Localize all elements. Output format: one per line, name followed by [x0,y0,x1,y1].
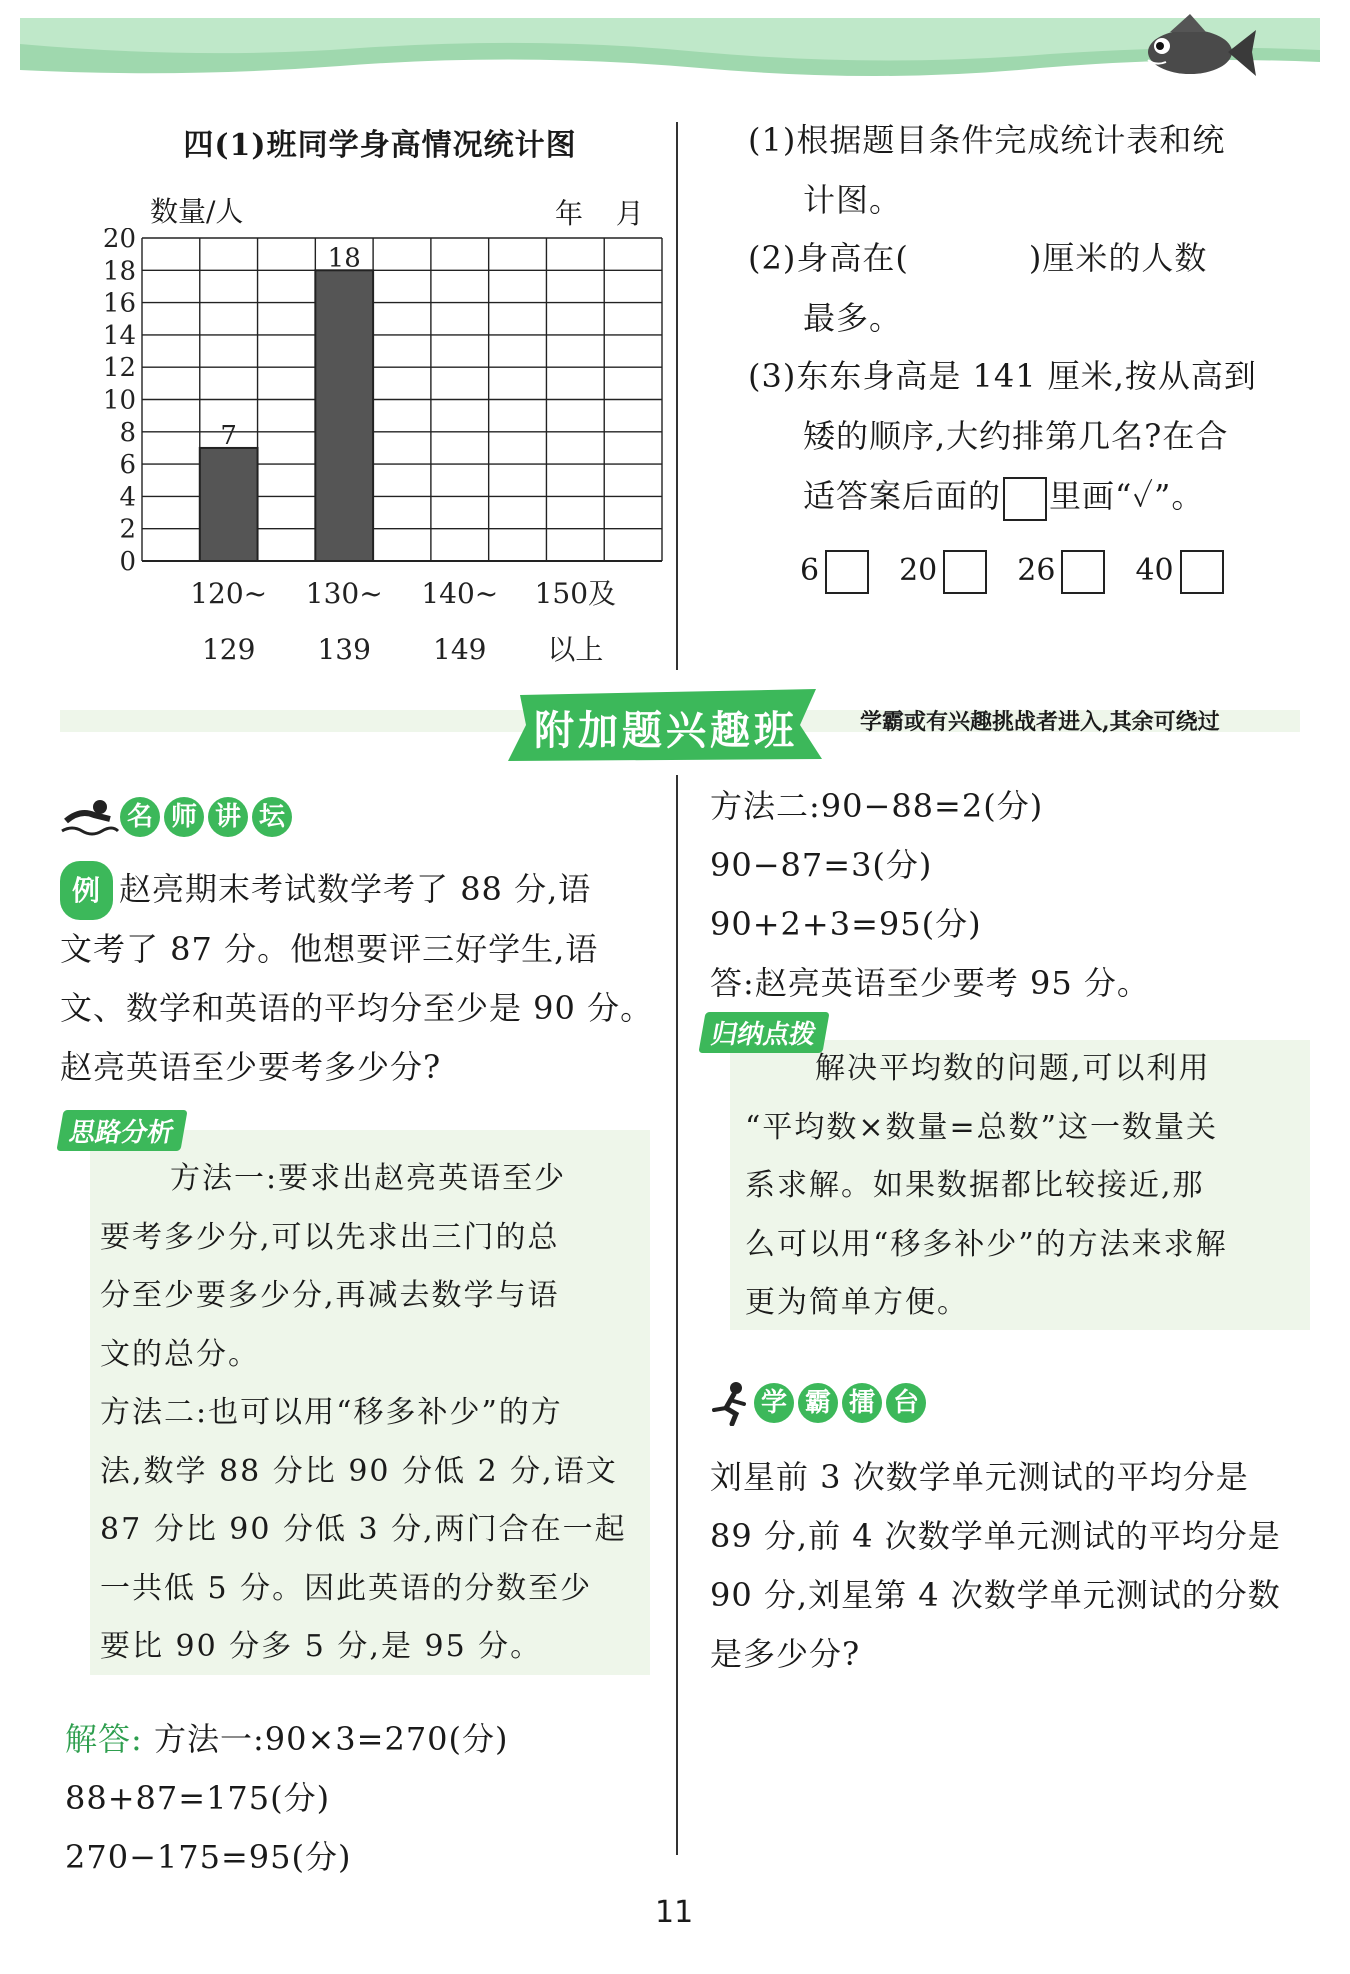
solution-line-3: 270−175=95(分) [65,1838,352,1876]
swimmer-icon [60,797,120,837]
option-6-label: 6 [800,553,820,588]
y-tick-label: 10 [102,385,136,416]
teacher-forum-header [60,797,296,837]
forum-title-char-1: 名 [120,797,160,837]
question-3-line-1: (3)东东身高是 141 厘米,按从高到 [748,357,1257,395]
height-bar-chart [80,228,680,668]
question-2-line-2: 最多。 [803,299,903,337]
method-two-answer: 答:赵亮英语至少要考 95 分。 [710,964,1150,1002]
arena-problem [710,1448,1330,1684]
analysis-tag: 思路分析 [56,1110,187,1151]
y-tick-label: 16 [102,288,136,319]
question-3-line-2: 矮的顺序,大约排第几名?在合 [803,417,1229,455]
x-tick-label: 149 [433,633,487,666]
option-26-label: 26 [1017,553,1056,588]
analysis-line-2: 要考多少分,可以先求出三门的总 [100,1219,560,1255]
example-line-3: 文、数学和英语的平均分至少是 90 分。 [60,989,654,1027]
question-1-line-1: (1)根据题目条件完成统计表和统 [748,121,1226,159]
solution-line-1-text: 方法一:90×3=270(分) [153,1720,509,1758]
question-3-text-b: 里画“✓”。 [1049,477,1205,515]
y-tick-label: 0 [119,547,136,577]
forum-title-char-2: 师 [164,797,204,837]
example-line-4: 赵亮英语至少要考多少分? [60,1048,442,1086]
arena-title-char-4: 台 [886,1383,926,1423]
question-3-line-3 [748,466,1257,526]
bar-value-label: 18 [327,243,361,274]
method-two-line-3: 90+2+3=95(分) [710,905,982,943]
inline-checkbox-sample [1003,477,1047,521]
y-tick-label: 2 [119,514,136,545]
analysis-line-1: 方法一:要求出赵亮英语至少 [170,1161,567,1196]
option-20-checkbox[interactable] [943,550,987,594]
question-1-line-2: 计图。 [803,181,903,219]
option-40-checkbox[interactable] [1180,550,1224,594]
option-20 [899,550,987,594]
bonus-banner [500,685,830,765]
option-6-checkbox[interactable] [825,550,869,594]
summary-line-4: 么可以用“移多补少”的方法来求解 [745,1226,1228,1262]
chart-date-label: 年 月 [555,197,644,230]
option-40-label: 40 [1135,553,1174,588]
bar [200,448,258,561]
y-tick-label: 20 [102,228,136,254]
question-2-text-b: )厘米的人数 [1028,239,1208,277]
arena-line-2: 89 分,前 4 次数学单元测试的平均分是 [710,1517,1281,1555]
forum-title-char-4: 坛 [252,797,292,837]
analysis-line-7: 87 分比 90 分低 3 分,两门合在一起 [100,1512,627,1547]
arena-line-3: 90 分,刘星第 4 次数学单元测试的分数 [710,1576,1281,1614]
option-20-label: 20 [899,553,938,588]
example-tag: 例 [60,861,113,920]
solution [65,1710,665,1887]
summary-line-2: “平均数×数量=总数”这一数量关 [745,1109,1218,1145]
y-tick-label: 18 [102,256,136,287]
analysis-line-8: 一共低 5 分。因此英语的分数至少 [100,1570,593,1606]
analysis-text [100,1150,640,1677]
question-3-text-a: 适答案后面的 [803,477,1002,515]
arena-title-char-1: 学 [754,1383,794,1423]
arena-title-char-3: 擂 [842,1383,882,1423]
x-tick-label: 139 [317,633,371,666]
y-tick-label: 6 [119,450,136,481]
analysis-line-3: 分至少要多少分,再减去数学与语 [100,1278,560,1313]
method-two-line-2: 90−87=3(分) [710,846,933,884]
arena-line-4: 是多少分? [710,1635,861,1673]
banner-note: 学霸或有兴趣挑战者进入,其余可绕过 [860,709,1220,735]
y-tick-label: 8 [119,417,136,448]
bar-value-label: 7 [220,420,237,451]
example-problem [60,860,660,1097]
question-2-text-a: (2)身高在( [748,239,909,277]
banner-title: 附加题兴趣班 [534,708,798,754]
answer-options [800,550,1224,594]
arena-line-1: 刘星前 3 次数学单元测试的平均分是 [710,1458,1249,1496]
option-26-checkbox[interactable] [1061,550,1105,594]
example-line-1 [60,860,660,920]
chart-y-axis-label: 数量/人 [150,195,244,228]
analysis-line-5: 方法二:也可以用“移多补少”的方 [100,1395,563,1430]
arena-header [708,1380,930,1426]
x-tick-label: 130~ [305,577,383,610]
summary-line-1: 解决平均数的问题,可以利用 [815,1051,1211,1086]
summary-text [745,1040,1305,1333]
question-3 [748,346,1257,526]
x-tick-label: 以上 [547,633,604,666]
y-tick-label: 14 [102,320,136,351]
summary-line-5: 更为简单方便。 [745,1285,969,1320]
chart-title: 四(1)班同学身高情况统计图 [183,128,577,163]
analysis-tag-wrap [60,1110,184,1151]
option-40 [1135,550,1223,594]
answer-label: 解答: [65,1720,143,1758]
x-tick-label: 140~ [421,577,499,610]
question-2-line-1 [748,228,1207,288]
example-line-1-text: 赵亮期末考试数学考了 88 分,语 [119,870,592,908]
option-26 [1017,550,1105,594]
solution-line-1 [65,1710,665,1769]
method-two [710,777,1310,1013]
arena-title-char-2: 霸 [798,1383,838,1423]
column-divider-bottom [676,775,678,1855]
page-number: 11 [655,1895,694,1930]
runner-icon [708,1380,754,1426]
method-two-line-1: 方法二:90−88=2(分) [710,787,1044,825]
x-tick-label: 120~ [190,577,268,610]
fish-icon [1130,10,1260,90]
example-line-2: 文考了 87 分。他想要评三好学生,语 [60,930,599,968]
x-tick-label: 129 [201,633,256,666]
solution-line-2: 88+87=175(分) [65,1779,331,1817]
summary-tag: 归纳点拨 [698,1012,829,1053]
y-tick-label: 4 [119,482,136,513]
forum-title-char-3: 讲 [208,797,248,837]
y-tick-label: 12 [102,353,136,384]
bar [315,270,373,561]
x-tick-label: 150及 [534,577,617,610]
analysis-line-6: 法,数学 88 分比 90 分低 2 分,语文 [100,1453,618,1489]
question-1 [748,110,1225,230]
question-2 [748,228,1207,348]
analysis-line-9: 要比 90 分多 5 分,是 95 分。 [100,1629,543,1664]
summary-line-3: 系求解。如果数据都比较接近,那 [745,1168,1205,1203]
option-6 [800,550,869,594]
analysis-line-4: 文的总分。 [100,1336,260,1372]
